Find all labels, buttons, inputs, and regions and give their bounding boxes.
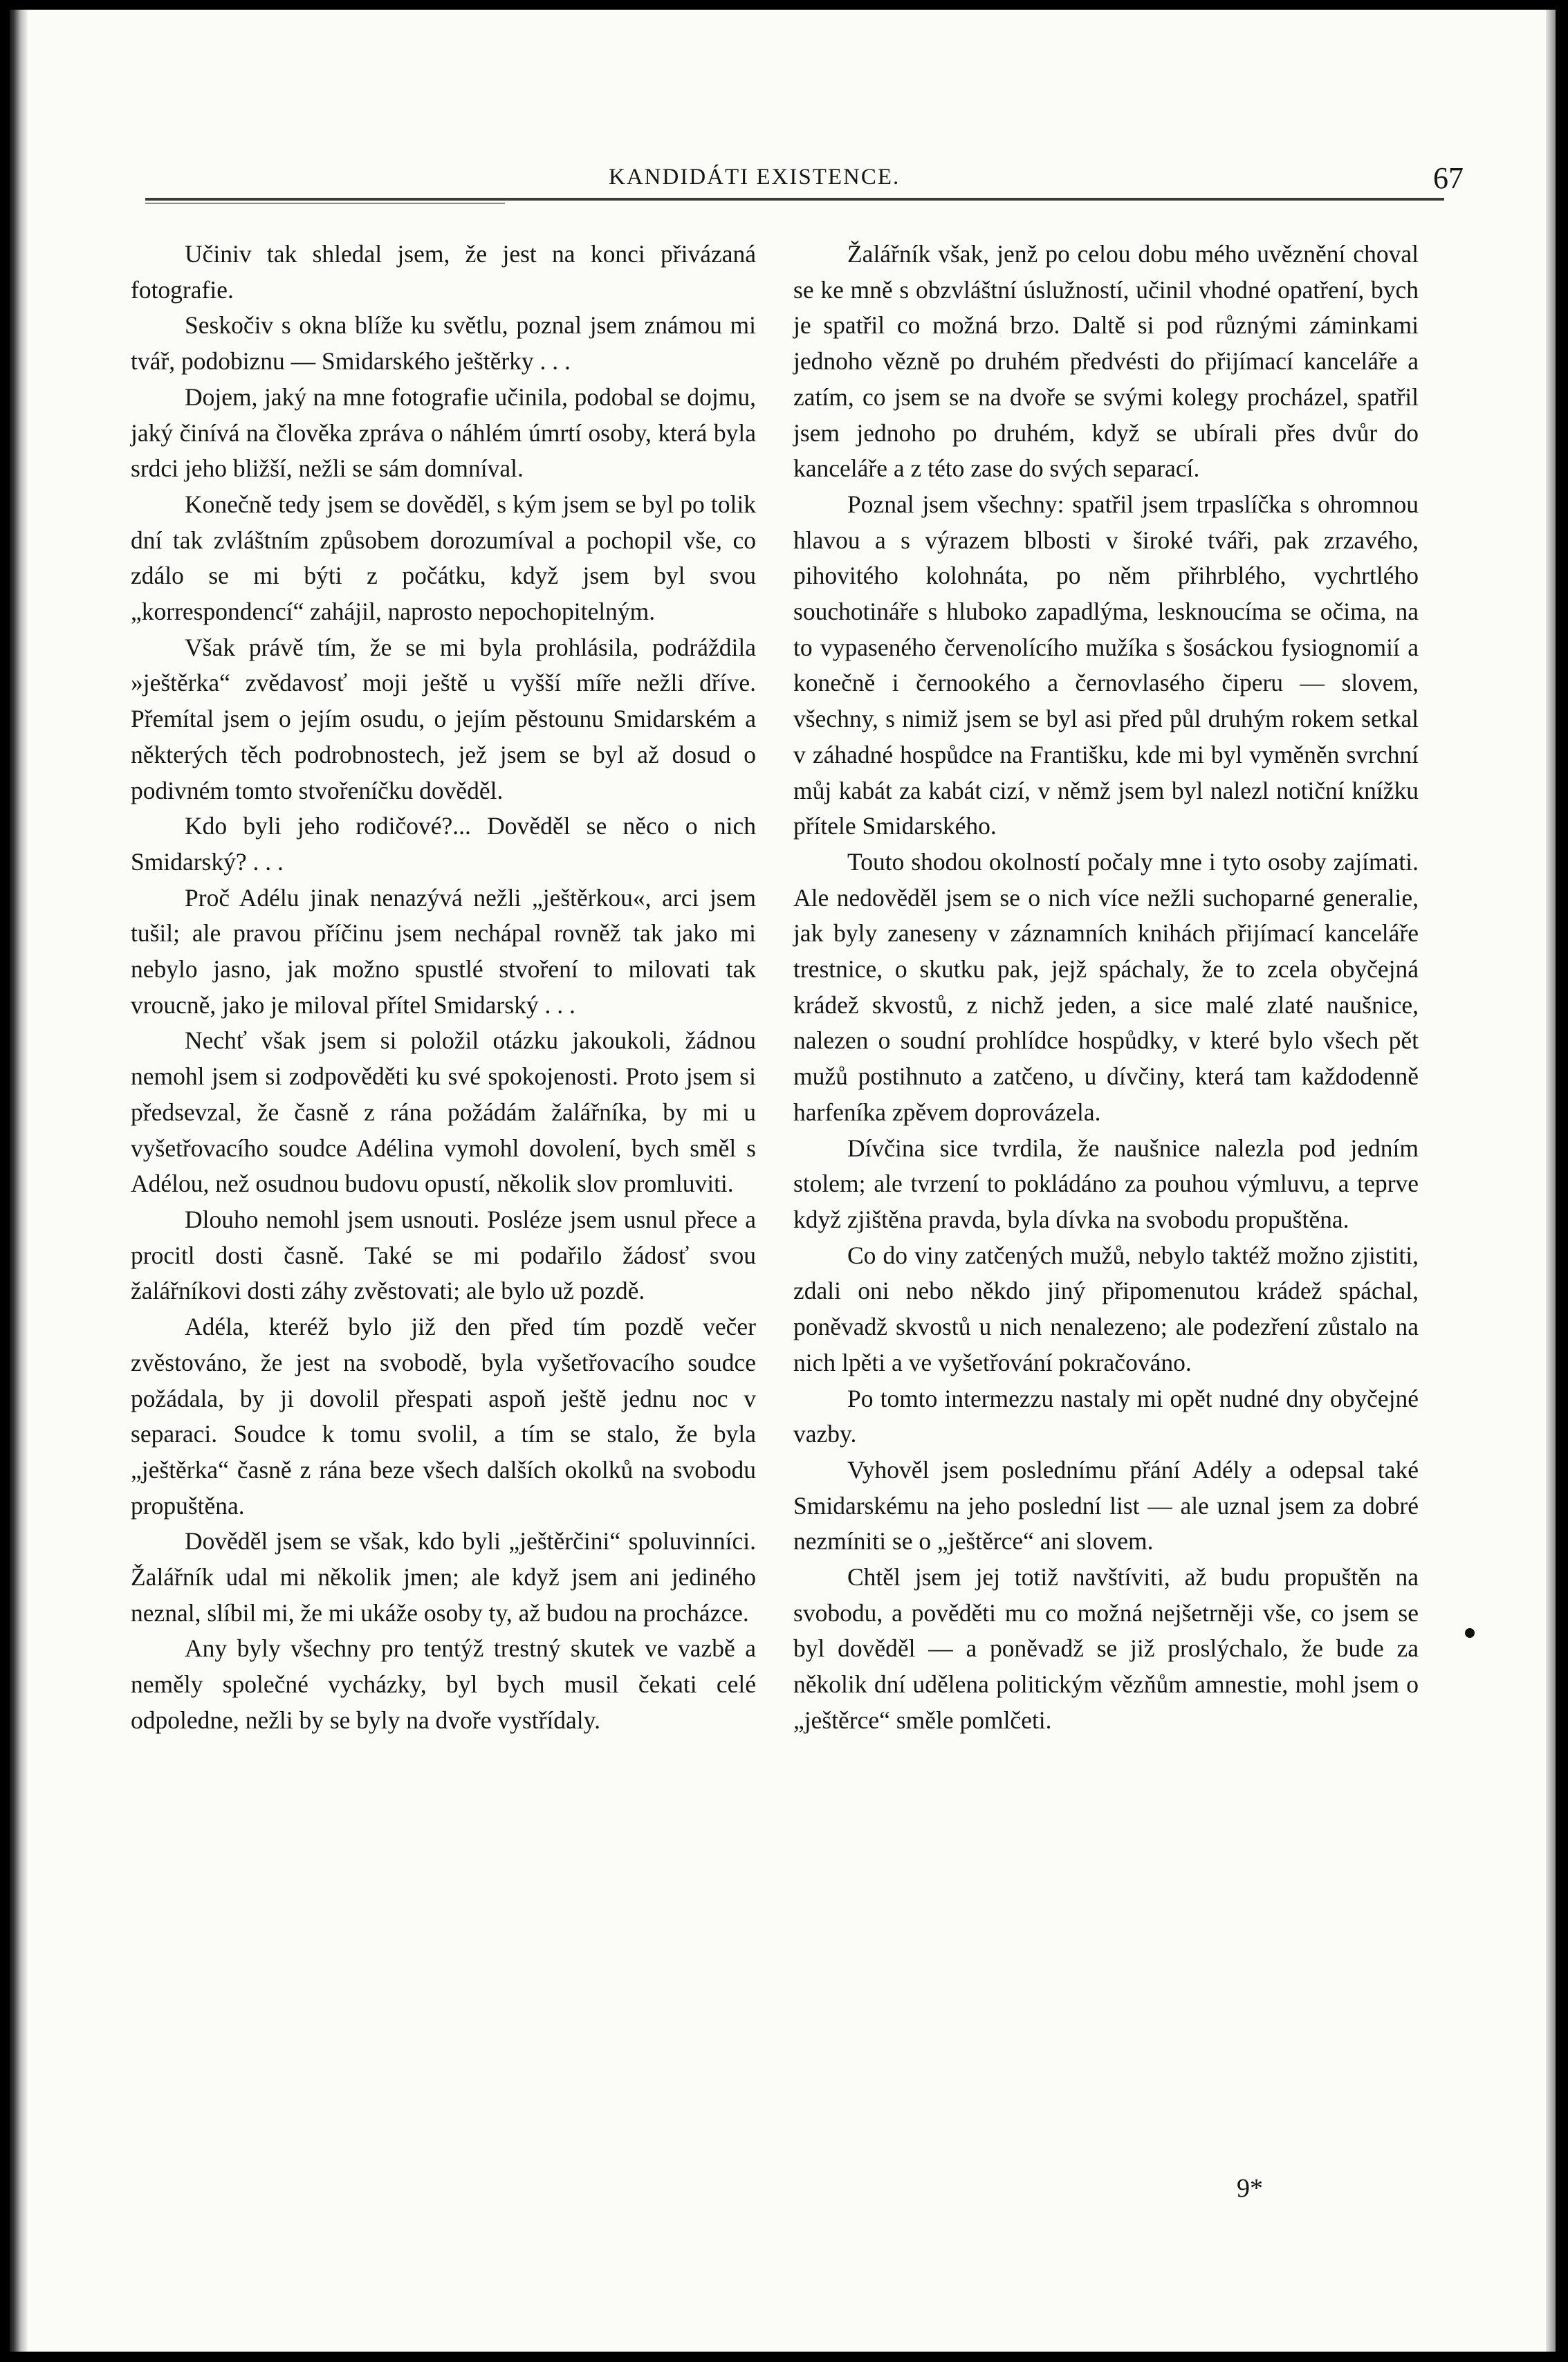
paragraph: Dlouho nemohl jsem usnouti. Posléze jsem usnul přece a procitl dosti časně. Také se mi podařilo žádosť svou žalářníkovi dosti záhy zvěstovati; ale bylo už pozdě.	[131, 1205, 756, 1305]
left-column	[131, 237, 756, 1739]
page-edge-shadow	[1546, 10, 1556, 2352]
paragraph: Učiniv tak shledal jsem, že jest na konci přivázaná fotografie.	[131, 240, 756, 304]
binding-gutter	[10, 10, 28, 2352]
running-head: KANDIDÁTI EXISTENCE.	[609, 165, 901, 190]
right-column	[793, 237, 1419, 1739]
paragraph: Vyhověl jsem poslednímu přání Adély a odepsal také Smidarskému na jeho poslední list — ale uznal jsem za dobré nezmíniti se o „ještěrce“ ani slovem.	[793, 1455, 1419, 1556]
paragraph: Any byly všechny pro tentýž trestný skutek ve vazbě a neměly společné vycházky, byl bych musil čekati celé odpoledne, nežli by se byly na dvoře vystřídaly.	[131, 1634, 756, 1734]
paragraph: Dívčina sice tvrdila, že naušnice nalezla pod jedním stolem; ale tvrzení to pokládáno za pouhou výmluvu, a teprve když zjištěna pravda, byla dívka na svobodu propuštěna.	[793, 1134, 1419, 1233]
paragraph: Poznal jsem všechny: spatřil jsem trpaslíčka s ohromnou hlavou a s výrazem blbosti v široké tváři, pak zrzavého, pihovitého kolohnáta, po něm přihrblého, vychrtlého souchotináře s hluboko zapadlýma, lesknoucíma se očima, na to vypaseného červenolícího mužíka s šosáckou fysiognomií a konečně i černookého a černovlasého čiperu — slovem, všechny, s nimiž jsem se byl asi před půl druhým rokem setkal v záhadné hospůdce na Františku, kde mi byl vyměněn svrchní můj kabát za kabát cizí, v němž jsem byl nalezl notiční knížku přítele Smidarského.	[793, 490, 1419, 840]
paragraph: Touto shodou okolností počaly mne i tyto osoby zajímati. Ale nedověděl jsem se o nich více nežli suchoparné generalie, jak byly zaneseny v záznamních knihách přijímací kanceláře trestnice, o skutku pak, jejž spáchaly, že to zcela obyčejná krádež skvostů, z nichž jeden, a sice malé zlaté naušnice, nalezen o soudní prohlídce hospůdky, v které bylo všech pět mužů postihnuto a zatčeno, u dívčiny, která tam každodenně harfeníka zpěvem doprovázela.	[793, 847, 1419, 1126]
paragraph: Žalářník však, jenž po celou dobu mého uvěznění choval se ke mně s obzvláštní úslužností, učinil vhodné opatření, bych je spatřil co možná brzo. Daltě si pod různými záminkami jednoho vězně po druhém předvésti do přijímací kanceláře a zatím, co jsem se na dvoře se svými kolegy procházel, spatřil jsem jednoho po druhém, když se ubírali přes dvůr do kanceláře a z této zase do svých separací.	[793, 240, 1419, 483]
paragraph: Však právě tím, že se mi byla prohlásila, podráždila »ještěrka“ zvědavosť moji ještě u vyšší míře nežli dříve. Přemítal jsem o jejím osudu, o jejím pěstounu Smidarském a některých těch podrobnostech, jež jsem se byl až dosud o podivném tomto stvořeníčku dověděl.	[131, 633, 756, 804]
paragraph: Seskočiv s okna blíže ku světlu, poznal jsem známou mi tvář, podobiznu — Smidarského ještěrky . . .	[131, 311, 756, 376]
paragraph: Dověděl jsem se však, kdo byli „ještěrčini“ spoluvinníci. Žalářník udal mi několik jmen; ale když jsem ani jediného neznal, slíbil mi, že mi ukáže osoby ty, až budou na procházce.	[131, 1527, 756, 1627]
scanned-page	[10, 10, 1556, 2352]
header-rule	[145, 198, 1444, 201]
page-number: 67	[1433, 161, 1464, 195]
header-rule-thin	[145, 203, 505, 204]
paragraph: Chtěl jsem jej totiž navštíviti, až budu propuštěn na svobodu, a pověděti mu co možná nejšetrněji vše, co jsem se byl dověděl — a poněvadž se již proslýchalo, že bude za několik dní udělena politickým vězňům amnestie, mohl jsem o „ještěrce“ směle pomlčeti.	[793, 1563, 1419, 1734]
paragraph: Co do viny zatčených mužů, nebylo taktéž možno zjistiti, zdali oni nebo někdo jiný připomenutou krádež spáchal, poněvadž skvostů u nich nenalezeno; ale podezření zůstalo na nich lpěti a ve vyšetřování pokračováno.	[793, 1241, 1419, 1376]
paragraph: Kdo byli jeho rodičové?... Dověděl se něco o nich Smidarský? . . .	[131, 812, 756, 876]
paragraph: Proč Adélu jinak nenazývá nežli „ještěrkou«, arci jsem tušil; ale pravou příčinu jsem nechápal rovněž tak jako mi nebylo jasno, jak možno spustlé stvoření to milovati tak vroucně, jako je miloval přítel Smidarský . . .	[131, 883, 756, 1019]
signature-mark: 9*	[1237, 2174, 1263, 2203]
margin-dot-mark	[1465, 1628, 1475, 1638]
paragraph: Po tomto intermezzu nastaly mi opět nudné dny obyčejné vazby.	[793, 1384, 1419, 1448]
paragraph: Dojem, jaký na mne fotografie učinila, podobal se dojmu, jaký činívá na člověka zpráva o náhlém úmrtí osoby, která byla srdci jeho bližší, nežli se sám domníval.	[131, 382, 756, 483]
paragraph: Adéla, kteréž bylo již den před tím pozdě večer zvěstováno, že jest na svobodě, byla vyšetřovacího soudce požádala, by ji dovolil přespati aspoň ještě jednu noc v separaci. Soudce k tomu svolil, a tím se stalo, že byla „ještěrka“ časně z rána beze všech dalších okolků na svobodu propuštěna.	[131, 1313, 756, 1520]
paragraph: Nechť však jsem si položil otázku jakoukoli, žádnou nemohl jsem si zodpověděti ku své spokojenosti. Proto jsem si předsevzal, že časně z rána požádám žalářníka, by mi u vyšetřovacího soudce Adélina vymohl dovolení, bych směl s Adélou, než osudnou budovu opustí, několik slov promluviti.	[131, 1026, 756, 1198]
paragraph: Konečně tedy jsem se dověděl, s kým jsem se byl po tolik dní tak zvláštním způsobem dorozumíval a pochopil vše, co zdálo se mi býti z počátku, když jsem byl svou „korrespondencí“ zahájil, naprosto nepochopitelným.	[131, 490, 756, 626]
